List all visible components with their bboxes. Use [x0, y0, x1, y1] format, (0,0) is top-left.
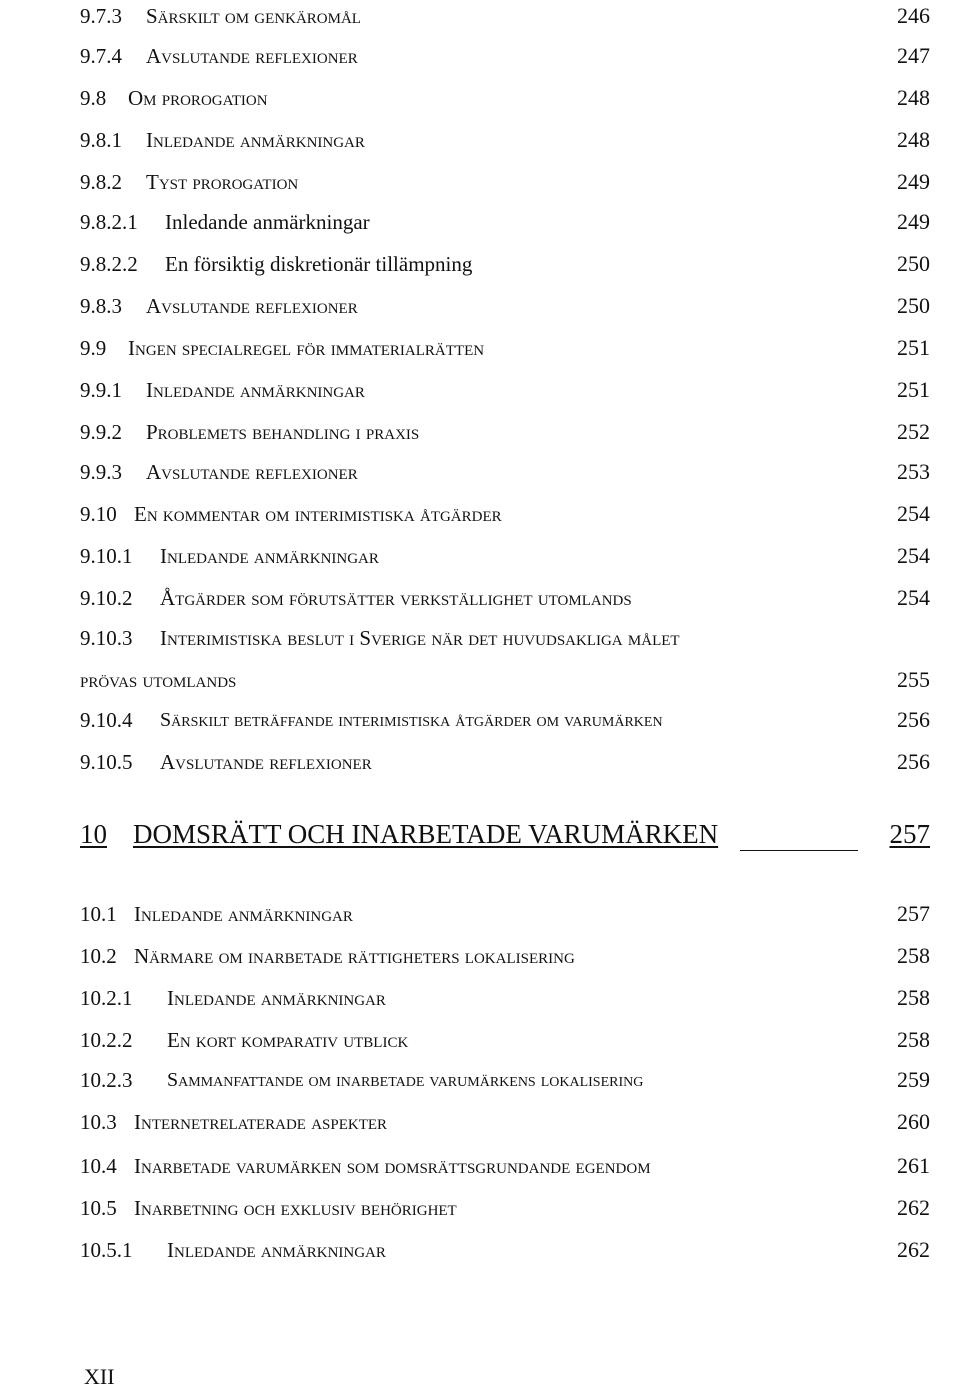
toc-entry-title: Tyst prorogation [146, 170, 299, 194]
toc-entry-number: 9.10.3 [80, 626, 133, 650]
toc-entry-title: Avslutande reflexioner [146, 460, 358, 484]
toc-entry-title: Inledande anmärkningar [167, 1238, 386, 1262]
toc-entry [0, 1024, 960, 1056]
toc-entry [0, 166, 960, 198]
toc-entry-number: 9.9.2 [80, 420, 122, 444]
chapter-page: 257 [889, 819, 930, 849]
toc-entry-title: En kommentar om interimistiska åtgärder [134, 502, 502, 526]
toc-entry-page: 254 [897, 501, 930, 526]
toc-entry-title: Inarbetade varumärken som domsrättsgrundande egendom [134, 1154, 651, 1178]
toc-entry-number: 9.8.2 [80, 170, 122, 194]
toc-entry-number: 10.2.1 [80, 986, 133, 1010]
toc-entry-number: 10.5 [80, 1196, 117, 1220]
toc-entry-number: 10.2 [80, 944, 117, 968]
toc-entry-number: 9.9.1 [80, 378, 122, 402]
toc-entry [0, 582, 960, 614]
toc-entry [0, 898, 960, 930]
toc-entry-page: 258 [897, 1027, 930, 1052]
toc-entry-page: 258 [897, 985, 930, 1010]
toc-entry-number: 9.10.1 [80, 544, 133, 568]
toc-entry [0, 746, 960, 778]
toc-entry-title: Inledande anmärkningar [146, 128, 365, 152]
toc-entry [0, 1192, 960, 1224]
toc-entry-page: 254 [897, 543, 930, 568]
toc-entry-title: Inledande anmärkningar [160, 544, 379, 568]
toc-entry-page: 255 [897, 667, 930, 692]
toc-entry-number: 9.9 [80, 336, 107, 360]
chapter-heading [0, 812, 960, 856]
toc-entry-title: Avslutande reflexioner [146, 294, 358, 318]
toc-entry-title: Ingen specialregel för immaterialrätten [128, 336, 485, 360]
toc-entry-page: 250 [897, 293, 930, 318]
toc-entry [0, 290, 960, 322]
toc-entry-page: 251 [897, 335, 930, 360]
toc-entry-title: Inledande anmärkningar [146, 378, 365, 402]
toc-entry-number: 10.4 [80, 1154, 117, 1178]
toc-entry-title: Inarbetning och exklusiv behörighet [134, 1196, 457, 1220]
toc-entry-number: 10.2.2 [80, 1028, 133, 1052]
chapter-number: 10 [80, 819, 107, 849]
toc-entry-page: 250 [897, 251, 930, 276]
toc-entry [0, 82, 960, 114]
toc-entry [0, 540, 960, 572]
toc-entry-number: 9.10 [80, 502, 117, 526]
toc-entry-number: 9.10.2 [80, 586, 133, 610]
toc-entry-page: 256 [897, 749, 930, 774]
toc-entry [0, 456, 960, 488]
toc-entry-title: Avslutande reflexioner [146, 44, 358, 68]
toc-entry-number: 9.8.2.2 [80, 252, 138, 276]
toc-entry-title: Om prorogation [128, 86, 268, 110]
toc-entry [0, 416, 960, 448]
toc-entry-title: En försiktig diskretionär tillämpning [165, 252, 473, 276]
toc-entry-number: 9.8.3 [80, 294, 122, 318]
toc-entry-page: 248 [897, 127, 930, 152]
toc-entry-page: 254 [897, 585, 930, 610]
toc-entry-page: 247 [897, 43, 930, 68]
toc-entry-page: 261 [897, 1153, 930, 1178]
toc-entry-title: Problemets behandling i praxis [146, 420, 420, 444]
page-folio: XII [84, 1364, 115, 1389]
toc-entry [0, 1234, 960, 1266]
toc-entry-page: 253 [897, 459, 930, 484]
toc-entry-number: 10.3 [80, 1110, 117, 1134]
toc-entry-title: Inledande anmärkningar [165, 210, 370, 234]
toc-entry [0, 0, 960, 32]
toc-entry-title: Interimistiska beslut i Sverige när det huvudsakliga målet [160, 626, 680, 650]
toc-entry-page: 257 [897, 901, 930, 926]
toc-entry-page: 258 [897, 943, 930, 968]
toc-entry-title: Närmare om inarbetade rättigheters lokalisering [134, 944, 575, 968]
toc-entry-page: 260 [897, 1109, 930, 1134]
toc-entry-page: 251 [897, 377, 930, 402]
toc-entry-number: 10.5.1 [80, 1238, 133, 1262]
toc-entry-page: 252 [897, 419, 930, 444]
toc-entry-continuation [0, 664, 960, 696]
toc-entry [0, 40, 960, 72]
toc-entry [0, 124, 960, 156]
toc-entry-title: Inledande anmärkningar [167, 986, 386, 1010]
toc-entry [0, 982, 960, 1014]
toc-entry-number: 9.10.4 [80, 708, 133, 732]
toc-entry-number: 9.8.2.1 [80, 210, 138, 234]
toc-entry [0, 940, 960, 972]
toc-entry-page: 249 [897, 209, 930, 234]
toc-entry-page: 259 [897, 1067, 930, 1092]
toc-entry [0, 332, 960, 364]
toc-entry-title: Åtgärder som förutsätter verkställighet utomlands [160, 586, 632, 610]
toc-entry-page: 249 [897, 169, 930, 194]
toc-entry-title: Särskilt om genkäromål [146, 4, 361, 28]
toc-entry-page: 246 [897, 3, 930, 28]
toc-entry-page: 262 [897, 1237, 930, 1262]
toc-entry [0, 704, 960, 736]
toc-entry-page: 248 [897, 85, 930, 110]
toc-entry [0, 622, 960, 654]
toc-entry-page: 262 [897, 1195, 930, 1220]
toc-entry-title: Inledande anmärkningar [134, 902, 353, 926]
toc-entry [0, 248, 960, 280]
toc-entry-title: Internetrelaterade aspekter [134, 1110, 388, 1134]
toc-entry-number: 9.7.4 [80, 44, 122, 68]
toc-entry [0, 1150, 960, 1182]
toc-entry-number: 9.9.3 [80, 460, 122, 484]
toc-entry-title: Avslutande reflexioner [160, 750, 372, 774]
toc-entry [0, 1064, 960, 1096]
toc-entry-number: 10.1 [80, 902, 117, 926]
toc-entry-number: 10.2.3 [80, 1068, 133, 1092]
toc-entry [0, 374, 960, 406]
toc-entry-number: 9.8.1 [80, 128, 122, 152]
toc-entry-title: Särskilt beträffande interimistiska åtgärder om varumärken [160, 709, 663, 731]
toc-entry-title: En kort komparativ utblick [167, 1028, 409, 1052]
toc-entry-title: Sammanfattande om inarbetade varumärkens lokalisering [167, 1069, 644, 1091]
toc-entry [0, 1106, 960, 1138]
toc-entry-number: 9.7.3 [80, 4, 122, 28]
chapter-leader-rule [740, 850, 858, 851]
chapter-title: DOMSRÄTT OCH INARBETADE VARUMÄRKEN [133, 819, 719, 849]
toc-entry-title: prövas utomlands [80, 668, 237, 692]
toc-entry [0, 498, 960, 530]
toc-entry-page: 256 [897, 707, 930, 732]
toc-entry [0, 206, 960, 238]
toc-entry-number: 9.8 [80, 86, 107, 110]
toc-entry-number: 9.10.5 [80, 750, 133, 774]
